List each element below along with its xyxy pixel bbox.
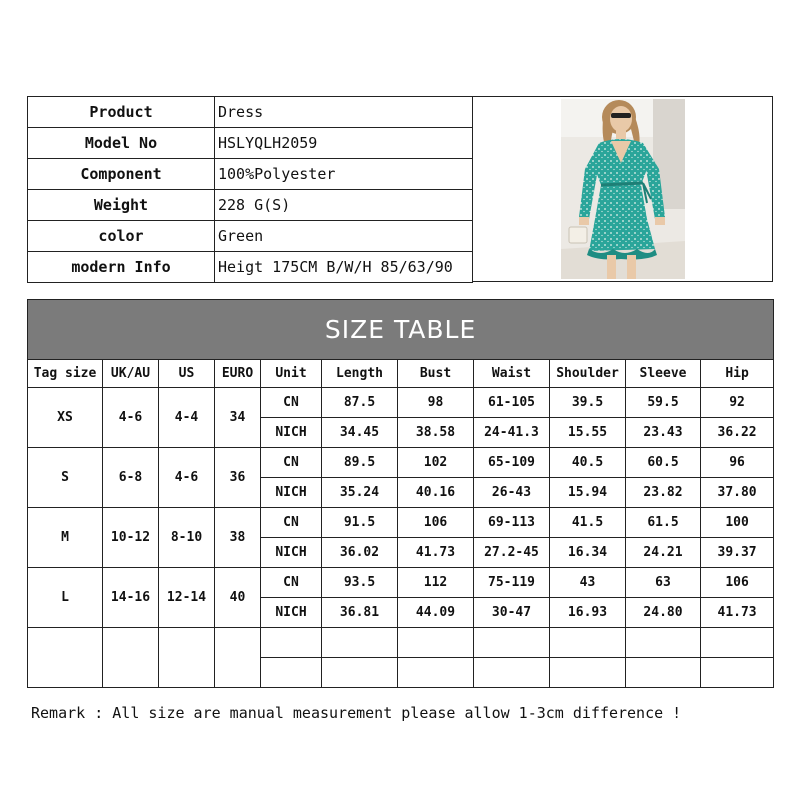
empty-row — [28, 628, 774, 658]
info-row-model — [28, 128, 473, 159]
product-photo — [561, 99, 685, 279]
bust-cell: 106 — [398, 508, 474, 538]
empty-cell — [215, 628, 261, 688]
unit-cell: NICH — [261, 538, 322, 568]
shoulder-cell: 15.94 — [550, 478, 626, 508]
euro-cell: 34 — [215, 388, 261, 448]
info-label: color — [28, 221, 215, 252]
info-label: Weight — [28, 190, 215, 221]
header-tag-size: Tag size — [28, 360, 103, 388]
sleeve-cell: 63 — [626, 568, 701, 598]
sleeve-cell: 24.21 — [626, 538, 701, 568]
size-table-header-row — [28, 360, 774, 388]
empty-cell — [398, 628, 474, 658]
length-cell: 34.45 — [322, 418, 398, 448]
hip-cell: 92 — [701, 388, 774, 418]
header-bust: Bust — [398, 360, 474, 388]
info-row-product — [28, 97, 473, 128]
empty-cell — [398, 658, 474, 688]
length-cell: 91.5 — [322, 508, 398, 538]
info-row-color — [28, 221, 473, 252]
waist-cell: 26-43 — [474, 478, 550, 508]
sleeve-cell: 61.5 — [626, 508, 701, 538]
info-value: 100%Polyester — [215, 159, 473, 190]
info-label: Model No — [28, 128, 215, 159]
unit-cell: CN — [261, 568, 322, 598]
sleeve-cell: 60.5 — [626, 448, 701, 478]
header-waist: Waist — [474, 360, 550, 388]
waist-cell: 69-113 — [474, 508, 550, 538]
unit-cell: NICH — [261, 418, 322, 448]
length-cell: 93.5 — [322, 568, 398, 598]
shoulder-cell: 16.34 — [550, 538, 626, 568]
tag-size-cell: M — [28, 508, 103, 568]
us-cell: 4-4 — [159, 388, 215, 448]
uk-au-cell: 14-16 — [103, 568, 159, 628]
waist-cell: 61-105 — [474, 388, 550, 418]
length-cell: 35.24 — [322, 478, 398, 508]
info-value: Heigt 175CM B/W/H 85/63/90 — [215, 252, 473, 283]
info-value: Green — [215, 221, 473, 252]
empty-cell — [159, 628, 215, 688]
shoulder-cell: 16.93 — [550, 598, 626, 628]
empty-cell — [626, 658, 701, 688]
header-sleeve: Sleeve — [626, 360, 701, 388]
info-value: Dress — [215, 97, 473, 128]
hip-cell: 106 — [701, 568, 774, 598]
us-cell: 12-14 — [159, 568, 215, 628]
hip-cell: 36.22 — [701, 418, 774, 448]
tag-size-cell: S — [28, 448, 103, 508]
bust-cell: 44.09 — [398, 598, 474, 628]
euro-cell: 38 — [215, 508, 261, 568]
empty-cell — [626, 628, 701, 658]
header-shoulder: Shoulder — [550, 360, 626, 388]
header-hip: Hip — [701, 360, 774, 388]
hip-cell: 39.37 — [701, 538, 774, 568]
us-cell: 4-6 — [159, 448, 215, 508]
info-label: Component — [28, 159, 215, 190]
empty-cell — [701, 658, 774, 688]
shoulder-cell: 39.5 — [550, 388, 626, 418]
info-row-weight — [28, 190, 473, 221]
waist-cell: 65-109 — [474, 448, 550, 478]
uk-au-cell: 6-8 — [103, 448, 159, 508]
info-row-model-info — [28, 252, 473, 283]
waist-cell: 27.2-45 — [474, 538, 550, 568]
remark-note: Remark : All size are manual measurement please allow 1-3cm difference ! — [31, 704, 682, 722]
size-table-banner-row — [28, 300, 774, 360]
header-length: Length — [322, 360, 398, 388]
info-value: 228 G(S) — [215, 190, 473, 221]
empty-cell — [261, 658, 322, 688]
shoulder-cell: 40.5 — [550, 448, 626, 478]
waist-cell: 24-41.3 — [474, 418, 550, 448]
uk-au-cell: 10-12 — [103, 508, 159, 568]
sleeve-cell: 59.5 — [626, 388, 701, 418]
size-row-cn — [28, 448, 774, 478]
hip-cell: 37.80 — [701, 478, 774, 508]
us-cell: 8-10 — [159, 508, 215, 568]
product-info-table — [27, 96, 473, 283]
unit-cell: CN — [261, 388, 322, 418]
header-euro: EURO — [215, 360, 261, 388]
length-cell: 36.81 — [322, 598, 398, 628]
size-row-cn — [28, 568, 774, 598]
hip-cell: 96 — [701, 448, 774, 478]
hip-cell: 41.73 — [701, 598, 774, 628]
info-label: Product — [28, 97, 215, 128]
empty-cell — [103, 628, 159, 688]
shoulder-cell: 41.5 — [550, 508, 626, 538]
tag-size-cell: XS — [28, 388, 103, 448]
waist-cell: 30-47 — [474, 598, 550, 628]
sleeve-cell: 23.82 — [626, 478, 701, 508]
bust-cell: 102 — [398, 448, 474, 478]
size-row-cn — [28, 508, 774, 538]
length-cell: 36.02 — [322, 538, 398, 568]
header-uk-au: UK/AU — [103, 360, 159, 388]
shoulder-cell: 43 — [550, 568, 626, 598]
waist-cell: 75-119 — [474, 568, 550, 598]
unit-cell: CN — [261, 508, 322, 538]
euro-cell: 36 — [215, 448, 261, 508]
empty-cell — [550, 628, 626, 658]
unit-cell: NICH — [261, 478, 322, 508]
empty-cell — [261, 628, 322, 658]
info-label: modern Info — [28, 252, 215, 283]
hip-cell: 100 — [701, 508, 774, 538]
length-cell: 89.5 — [322, 448, 398, 478]
info-row-component — [28, 159, 473, 190]
shoulder-cell: 15.55 — [550, 418, 626, 448]
size-table — [27, 299, 774, 688]
bust-cell: 112 — [398, 568, 474, 598]
sleeve-cell: 24.80 — [626, 598, 701, 628]
unit-cell: CN — [261, 448, 322, 478]
unit-cell: NICH — [261, 598, 322, 628]
bust-cell: 38.58 — [398, 418, 474, 448]
empty-cell — [28, 628, 103, 688]
product-photo-frame — [472, 96, 773, 282]
bust-cell: 40.16 — [398, 478, 474, 508]
empty-cell — [322, 658, 398, 688]
empty-cell — [474, 658, 550, 688]
header-unit: Unit — [261, 360, 322, 388]
size-table-title: SIZE TABLE — [28, 300, 774, 360]
bust-cell: 98 — [398, 388, 474, 418]
info-value: HSLYQLH2059 — [215, 128, 473, 159]
tag-size-cell: L — [28, 568, 103, 628]
sleeve-cell: 23.43 — [626, 418, 701, 448]
empty-cell — [322, 628, 398, 658]
uk-au-cell: 4-6 — [103, 388, 159, 448]
empty-cell — [474, 628, 550, 658]
euro-cell: 40 — [215, 568, 261, 628]
header-us: US — [159, 360, 215, 388]
size-row-cn — [28, 388, 774, 418]
empty-cell — [701, 628, 774, 658]
bust-cell: 41.73 — [398, 538, 474, 568]
empty-cell — [550, 658, 626, 688]
length-cell: 87.5 — [322, 388, 398, 418]
